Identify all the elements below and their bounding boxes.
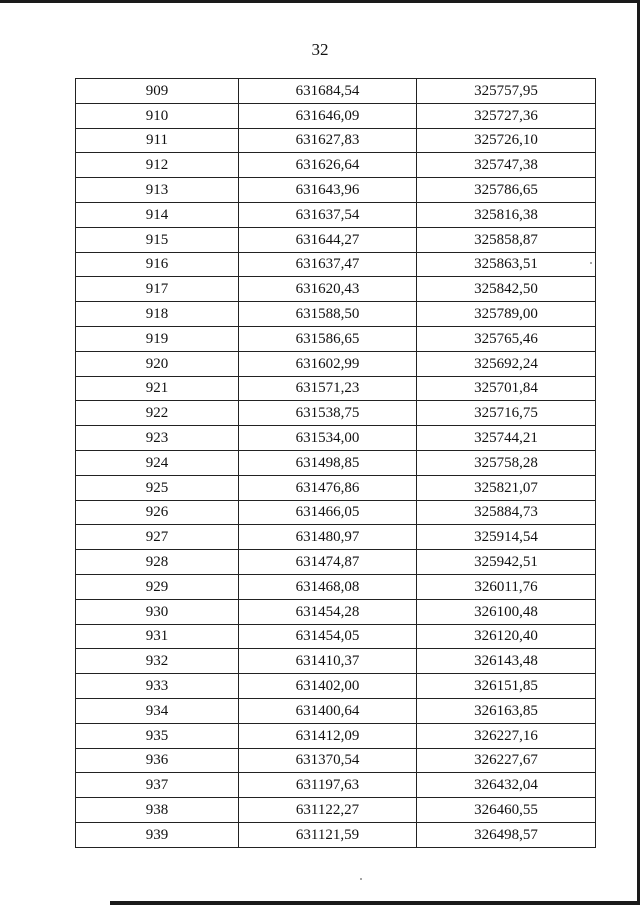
table-row bbox=[76, 202, 596, 227]
table-row bbox=[76, 376, 596, 401]
x-coordinate-cell: 631410,37 bbox=[239, 649, 417, 674]
point-number-cell: 921 bbox=[76, 376, 239, 401]
point-number-cell: 930 bbox=[76, 599, 239, 624]
x-coordinate-cell: 631627,83 bbox=[239, 128, 417, 153]
x-coordinate-cell: 631454,28 bbox=[239, 599, 417, 624]
x-coordinate-cell: 631121,59 bbox=[239, 822, 417, 847]
table-row bbox=[76, 500, 596, 525]
point-number-cell: 922 bbox=[76, 401, 239, 426]
table-row bbox=[76, 822, 596, 847]
x-coordinate-cell: 631534,00 bbox=[239, 426, 417, 451]
y-coordinate-cell: 326163,85 bbox=[417, 698, 596, 723]
y-coordinate-cell: 325786,65 bbox=[417, 178, 596, 203]
x-coordinate-cell: 631466,05 bbox=[239, 500, 417, 525]
x-coordinate-cell: 631498,85 bbox=[239, 450, 417, 475]
scan-border-top bbox=[0, 0, 640, 3]
y-coordinate-cell: 326460,55 bbox=[417, 798, 596, 823]
scan-speck bbox=[360, 878, 362, 880]
x-coordinate-cell: 631637,47 bbox=[239, 252, 417, 277]
x-coordinate-cell: 631643,96 bbox=[239, 178, 417, 203]
coordinates-table-body bbox=[76, 79, 596, 848]
point-number-cell: 923 bbox=[76, 426, 239, 451]
x-coordinate-cell: 631538,75 bbox=[239, 401, 417, 426]
y-coordinate-cell: 325744,21 bbox=[417, 426, 596, 451]
table-row bbox=[76, 401, 596, 426]
scan-speck bbox=[590, 262, 592, 264]
point-number-cell: 911 bbox=[76, 128, 239, 153]
table-row bbox=[76, 450, 596, 475]
x-coordinate-cell: 631588,50 bbox=[239, 302, 417, 327]
table-row bbox=[76, 723, 596, 748]
y-coordinate-cell: 325726,10 bbox=[417, 128, 596, 153]
y-coordinate-cell: 326227,67 bbox=[417, 748, 596, 773]
y-coordinate-cell: 326011,76 bbox=[417, 574, 596, 599]
point-number-cell: 933 bbox=[76, 674, 239, 699]
x-coordinate-cell: 631644,27 bbox=[239, 227, 417, 252]
y-coordinate-cell: 326120,40 bbox=[417, 624, 596, 649]
y-coordinate-cell: 325701,84 bbox=[417, 376, 596, 401]
y-coordinate-cell: 325789,00 bbox=[417, 302, 596, 327]
y-coordinate-cell: 326432,04 bbox=[417, 773, 596, 798]
table-row bbox=[76, 798, 596, 823]
point-number-cell: 928 bbox=[76, 550, 239, 575]
table-row bbox=[76, 153, 596, 178]
x-coordinate-cell: 631571,23 bbox=[239, 376, 417, 401]
x-coordinate-cell: 631400,64 bbox=[239, 698, 417, 723]
y-coordinate-cell: 326151,85 bbox=[417, 674, 596, 699]
table-row bbox=[76, 227, 596, 252]
y-coordinate-cell: 326100,48 bbox=[417, 599, 596, 624]
x-coordinate-cell: 631454,05 bbox=[239, 624, 417, 649]
y-coordinate-cell: 325692,24 bbox=[417, 351, 596, 376]
point-number-cell: 919 bbox=[76, 326, 239, 351]
table-row bbox=[76, 79, 596, 104]
page-number: 32 bbox=[311, 40, 329, 59]
y-coordinate-cell: 325821,07 bbox=[417, 475, 596, 500]
table-row bbox=[76, 599, 596, 624]
x-coordinate-cell: 631197,63 bbox=[239, 773, 417, 798]
x-coordinate-cell: 631474,87 bbox=[239, 550, 417, 575]
point-number-cell: 935 bbox=[76, 723, 239, 748]
y-coordinate-cell: 325842,50 bbox=[417, 277, 596, 302]
x-coordinate-cell: 631626,64 bbox=[239, 153, 417, 178]
y-coordinate-cell: 325758,28 bbox=[417, 450, 596, 475]
x-coordinate-cell: 631637,54 bbox=[239, 202, 417, 227]
point-number-cell: 931 bbox=[76, 624, 239, 649]
point-number-cell: 938 bbox=[76, 798, 239, 823]
point-number-cell: 925 bbox=[76, 475, 239, 500]
point-number-cell: 934 bbox=[76, 698, 239, 723]
table-row bbox=[76, 624, 596, 649]
x-coordinate-cell: 631620,43 bbox=[239, 277, 417, 302]
table-row bbox=[76, 277, 596, 302]
table-row bbox=[76, 748, 596, 773]
y-coordinate-cell: 325727,36 bbox=[417, 103, 596, 128]
x-coordinate-cell: 631476,86 bbox=[239, 475, 417, 500]
x-coordinate-cell: 631480,97 bbox=[239, 525, 417, 550]
x-coordinate-cell: 631684,54 bbox=[239, 79, 417, 104]
table-row bbox=[76, 128, 596, 153]
point-number-cell: 926 bbox=[76, 500, 239, 525]
y-coordinate-cell: 325914,54 bbox=[417, 525, 596, 550]
y-coordinate-cell: 326498,57 bbox=[417, 822, 596, 847]
table-row bbox=[76, 574, 596, 599]
y-coordinate-cell: 325765,46 bbox=[417, 326, 596, 351]
y-coordinate-cell: 325863,51 bbox=[417, 252, 596, 277]
point-number-cell: 916 bbox=[76, 252, 239, 277]
y-coordinate-cell: 325747,38 bbox=[417, 153, 596, 178]
x-coordinate-cell: 631370,54 bbox=[239, 748, 417, 773]
y-coordinate-cell: 325858,87 bbox=[417, 227, 596, 252]
table-row bbox=[76, 773, 596, 798]
y-coordinate-cell: 325816,38 bbox=[417, 202, 596, 227]
table-row bbox=[76, 252, 596, 277]
table-row bbox=[76, 351, 596, 376]
point-number-cell: 915 bbox=[76, 227, 239, 252]
x-coordinate-cell: 631602,99 bbox=[239, 351, 417, 376]
point-number-cell: 936 bbox=[76, 748, 239, 773]
table-row bbox=[76, 426, 596, 451]
x-coordinate-cell: 631412,09 bbox=[239, 723, 417, 748]
point-number-cell: 914 bbox=[76, 202, 239, 227]
x-coordinate-cell: 631122,27 bbox=[239, 798, 417, 823]
y-coordinate-cell: 325942,51 bbox=[417, 550, 596, 575]
point-number-cell: 920 bbox=[76, 351, 239, 376]
point-number-cell: 939 bbox=[76, 822, 239, 847]
table-row bbox=[76, 178, 596, 203]
y-coordinate-cell: 325884,73 bbox=[417, 500, 596, 525]
table-row bbox=[76, 525, 596, 550]
table-row bbox=[76, 698, 596, 723]
table-row bbox=[76, 302, 596, 327]
point-number-cell: 909 bbox=[76, 79, 239, 104]
x-coordinate-cell: 631402,00 bbox=[239, 674, 417, 699]
point-number-cell: 913 bbox=[76, 178, 239, 203]
point-number-cell: 924 bbox=[76, 450, 239, 475]
y-coordinate-cell: 325757,95 bbox=[417, 79, 596, 104]
coordinates-table bbox=[75, 78, 596, 848]
y-coordinate-cell: 326227,16 bbox=[417, 723, 596, 748]
point-number-cell: 917 bbox=[76, 277, 239, 302]
point-number-cell: 937 bbox=[76, 773, 239, 798]
table-row bbox=[76, 649, 596, 674]
point-number-cell: 918 bbox=[76, 302, 239, 327]
scan-border-bottom bbox=[110, 901, 640, 905]
x-coordinate-cell: 631586,65 bbox=[239, 326, 417, 351]
y-coordinate-cell: 325716,75 bbox=[417, 401, 596, 426]
table-row bbox=[76, 674, 596, 699]
table-row bbox=[76, 475, 596, 500]
x-coordinate-cell: 631646,09 bbox=[239, 103, 417, 128]
table-row bbox=[76, 326, 596, 351]
point-number-cell: 927 bbox=[76, 525, 239, 550]
point-number-cell: 910 bbox=[76, 103, 239, 128]
table-row bbox=[76, 103, 596, 128]
table-row bbox=[76, 550, 596, 575]
point-number-cell: 932 bbox=[76, 649, 239, 674]
y-coordinate-cell: 326143,48 bbox=[417, 649, 596, 674]
point-number-cell: 929 bbox=[76, 574, 239, 599]
point-number-cell: 912 bbox=[76, 153, 239, 178]
x-coordinate-cell: 631468,08 bbox=[239, 574, 417, 599]
